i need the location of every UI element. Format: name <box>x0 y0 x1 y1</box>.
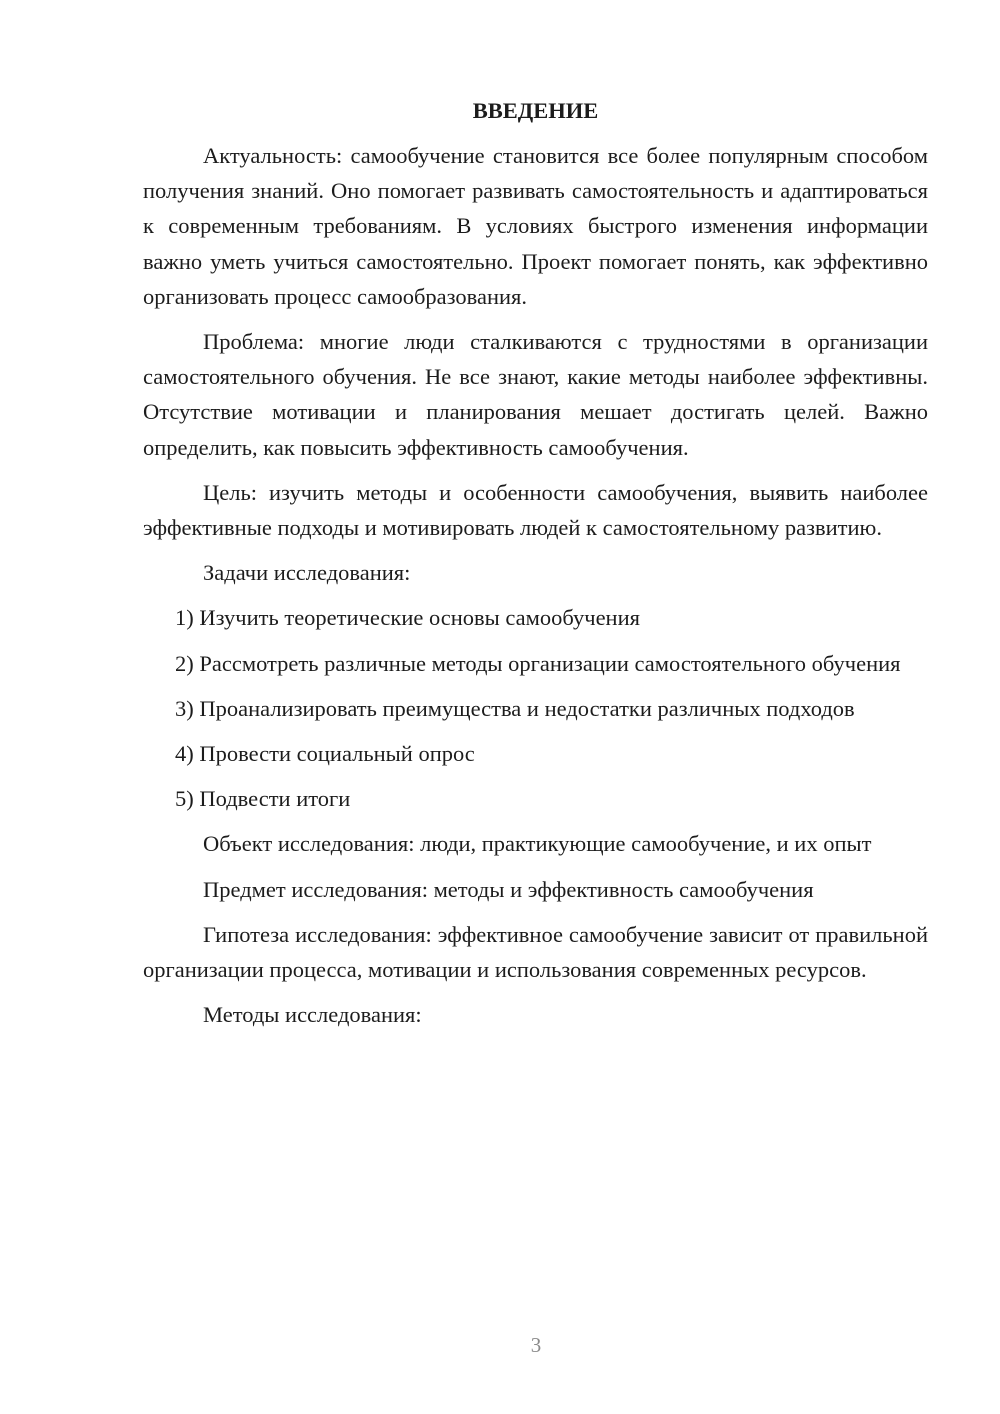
page-number: 3 <box>530 1333 542 1357</box>
task-item: 2) Рассмотреть различные методы организации самостоятельного обучения <box>175 650 901 676</box>
tasks-heading: Задачи исследования: <box>203 560 411 586</box>
page-content <box>143 96 928 1032</box>
subject-paragraph: Предмет исследования: методы и эффективность самообучения <box>203 876 814 902</box>
task-item: 3) Проанализировать преимущества и недостатки различных подходов <box>175 695 855 721</box>
relevance-paragraph: Актуальность: самообучение становится все более популярным способом получения знаний. Оно помогает развивать самостоятельность и адаптироваться к современным требованиям. В условиях быстрого изменения информации важно уметь учиться самостоятельно. Проект помогает понять, как эффективно организовать процесс самообразования. <box>143 143 928 309</box>
problem-paragraph: Проблема: многие люди сталкиваются с трудностями в организации самостоятельного обучения. Не все знают, какие методы наиболее эффективны. Отсутствие мотивации и планирования мешает достигать целей. Важно определить, как повысить эффективность самообучения. <box>143 329 928 460</box>
task-item: 4) Провести социальный опрос <box>175 741 475 767</box>
page-title: ВВЕДЕНИЕ <box>472 98 599 123</box>
object-paragraph: Объект исследования: люди, практикующие самообучение, и их опыт <box>203 831 872 857</box>
task-item: 1) Изучить теоретические основы самообучения <box>175 605 640 631</box>
hypothesis-paragraph: Гипотеза исследования: эффективное самообучение зависит от правильной организации процесса, мотивации и использования современных ресурсов. <box>143 921 928 983</box>
methods-heading: Методы исследования: <box>203 1002 422 1028</box>
goal-paragraph: Цель: изучить методы и особенности самообучения, выявить наиболее эффективные подходы и мотивировать людей к самостоятельному развитию. <box>143 479 928 541</box>
task-item: 5) Подвести итоги <box>175 786 351 812</box>
